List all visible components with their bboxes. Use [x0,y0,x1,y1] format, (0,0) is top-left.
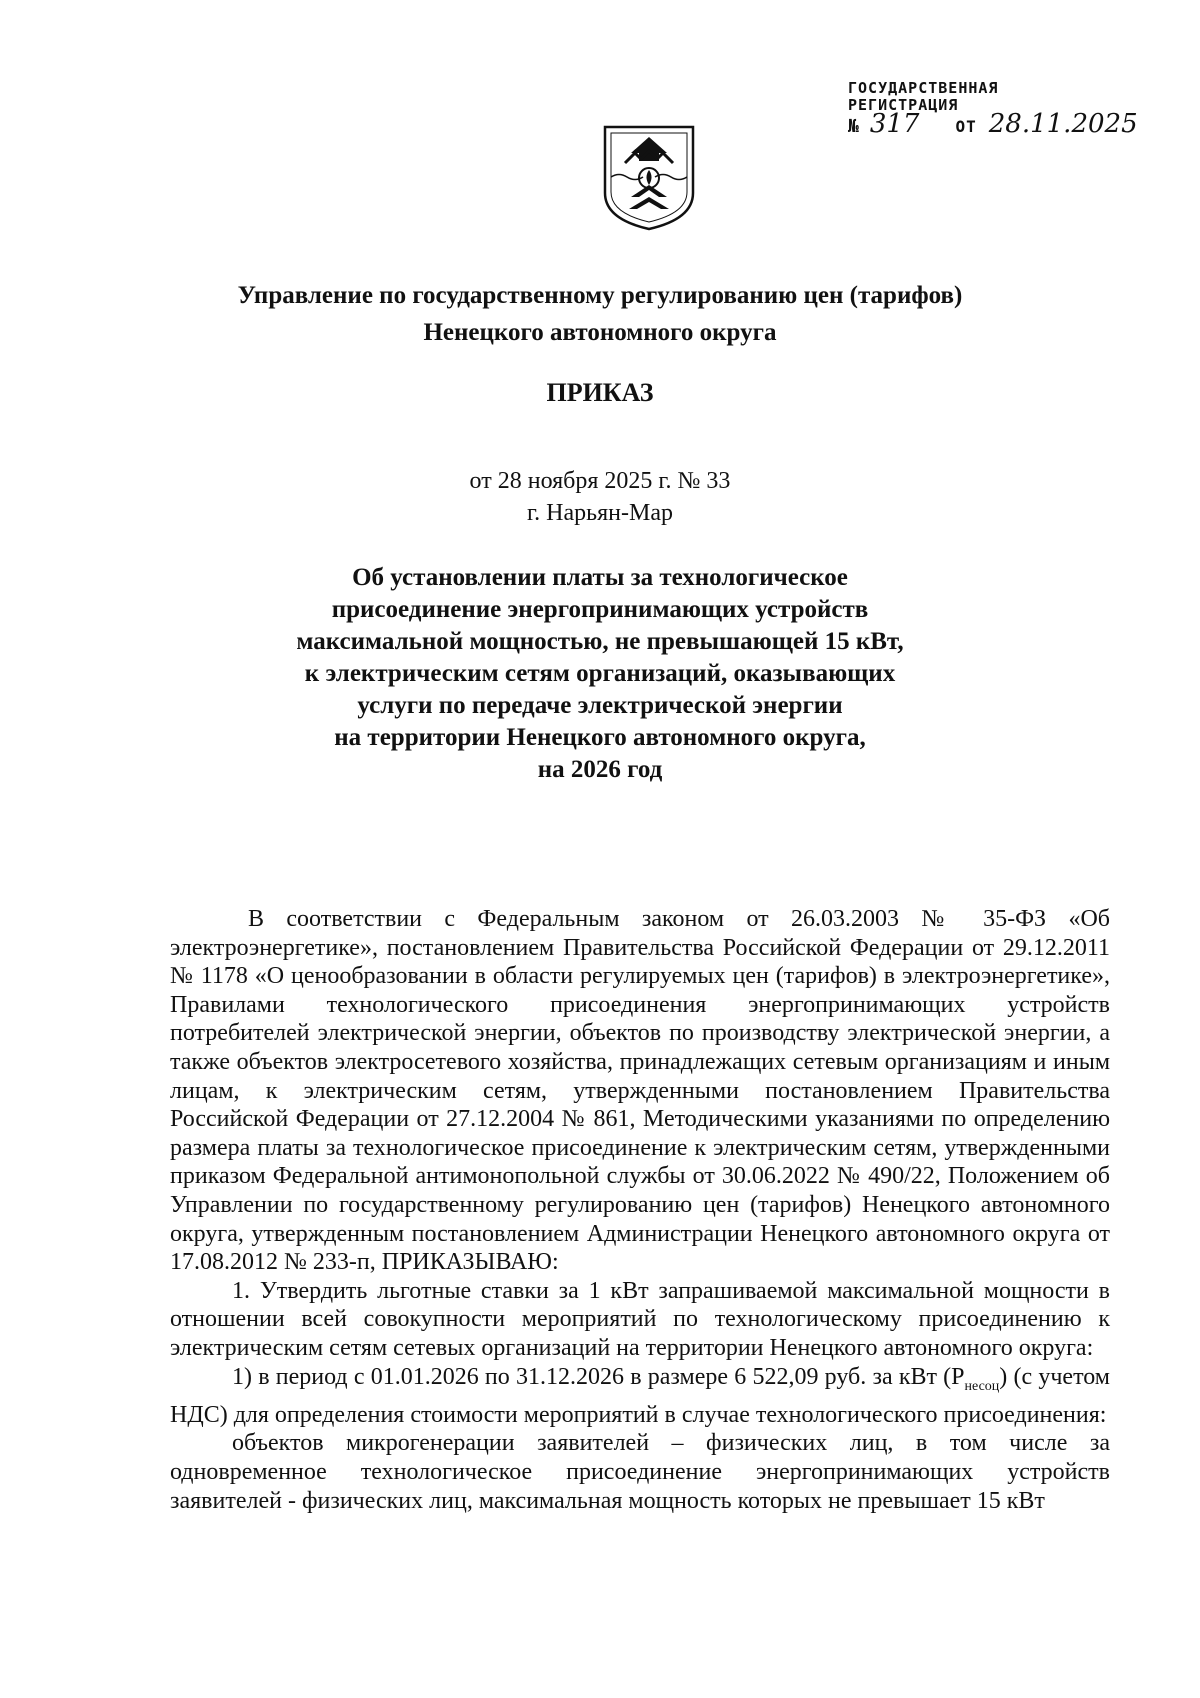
issuer-line2: Ненецкого автономного округа [423,319,777,346]
issuer-header [100,277,1100,351]
subject-line: максимальной мощностью, не превышающей 15 кВт, [296,628,904,655]
subject-line: услуги по передаче электрической энергии [357,692,843,719]
preamble-paragraph: В соответствии с Федеральным законом от 26.03.2003 № 35-ФЗ «Об электроэнергетике», постановлением Правительства Российской Федерации от 29.12.2011 № 1178 «О ценообразовании в области регулируемых цен (тарифов) в электроэнергетике», Правилами технологического присоединения энергопринимающих устройств потребителей электрической энергии, объектов по производству электрической энергии, а также объектов электросетевого хозяйства, принадлежащих сетевым организациям и иным лицам, к электрическим сетям, утвержденными постановлением Правительства Российской Федерации от 27.12.2004 № 861, Методическими указаниями по определению размера платы за технологическое присоединение к электрическим сетям, утвержденными приказом Федеральной антимонопольной службы от 30.06.2022 № 490/22, Положением об Управлении по государственному регулированию цен (тарифов) Ненецкого автономного округа, утвержденным постановлением Администрации Ненецкого автономного округа от 17.08.2012 № 233-п, ПРИКАЗЫВАЮ: [170,906,1110,1276]
subject-line: к электрическим сетям организаций, оказывающих [304,660,896,687]
date-and-place [100,465,1100,529]
stamp-number-sign: № [848,116,860,137]
microgeneration-paragraph: объектов микрогенерации заявителей – физических лиц, в том числе за одновременное технологическое присоединение энергопринимающих устройств заявителей - физических лиц, максимальная мощность которых не превышает 15 кВт [170,1430,1110,1514]
stamp-number-row [848,109,1148,139]
subject-line: присоединение энергопринимающих устройств [331,596,869,623]
subject-line: Об установлении платы за технологическое [352,564,848,591]
coat-of-arms-icon [601,123,697,233]
stamp-from-label: ОТ [955,117,977,136]
document-body [170,905,1110,1515]
subject-line: на 2026 год [537,756,663,783]
item-1-1-text-post: ) (с учетом НДС) для определения стоимости мероприятий в случае технологического присоединения: [170,1363,1110,1428]
document-subject [150,562,1050,786]
document-city: г. Нарьян-Мар [527,500,673,526]
stamp-date: 28.11.2025 [988,109,1138,139]
stamp-line1: ГОСУДАРСТВЕННАЯ [848,79,999,97]
item-1-1-text-pre: 1) в период с 01.01.2026 по 31.12.2026 в размере 6 522,09 руб. за кВт (P [232,1363,965,1390]
subject-line: на территории Ненецкого автономного округа, [334,724,866,751]
item-1-1-paragraph [170,1363,1110,1430]
item-1-1-subscript: несоц [964,1378,1000,1394]
stamp-line2: РЕГИСТРАЦИЯ [848,96,959,114]
item-1-paragraph: 1. Утвердить льготные ставки за 1 кВт запрашиваемой максимальной мощности в отношении всей совокупности мероприятий по технологическому присоединению к электрическим сетям сетевых организаций на территории Ненецкого автономного округа: [170,1277,1110,1361]
issuer-line1: Управление по государственному регулированию цен (тарифов) [237,282,963,309]
stamp-number: 317 [869,109,920,139]
document-type: ПРИКАЗ [546,378,654,407]
registration-stamp [848,79,1148,139]
document-date-number: от 28 ноября 2025 г. № 33 [469,468,731,494]
